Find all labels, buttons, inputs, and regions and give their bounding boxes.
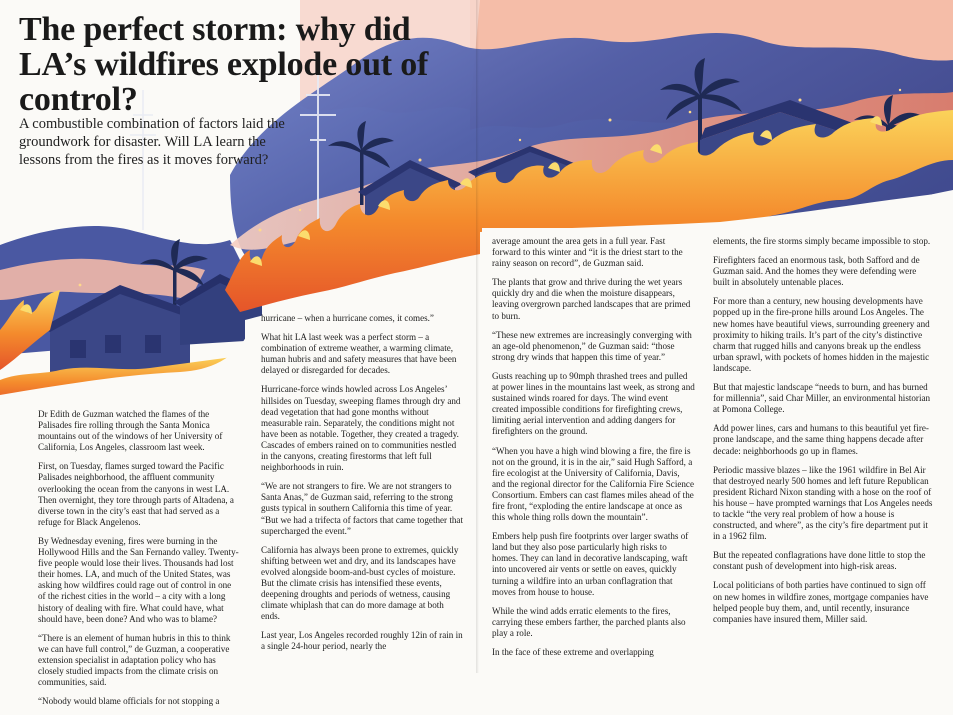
paragraph: Hurricane-force winds howled across Los Angeles’ hillsides on Tuesday, sweeping flames through dry and dead vegetation that had gone months without measurable rain. Separately, the conditions might not have been as notable. Together, they created a tragedy. Cascades of embers rained on to communities nestled in the canyons, creating firestorms that left full neighborhoods in ruin.	[261, 384, 461, 473]
paragraph: Dr Edith de Guzman watched the flames of the Palisades fire rolling through the Santa Monica mountains out of the windows of her University of California, Los Angeles, classroom last week.	[38, 409, 223, 453]
text-column-1	[38, 409, 240, 715]
text-column-4	[713, 236, 934, 633]
article-standfirst: A combustible combination of factors laid the groundwork for disaster. Will LA learn the lessons from the fires as it moves forward?	[19, 116, 285, 168]
paragraph: Last year, Los Angeles recorded roughly 12in of rain in a single 24-hour period, nearly the	[261, 630, 463, 652]
paragraph: For more than a century, new housing developments have popped up in the fire-prone hills around Los Angeles. The new homes have beautiful views, surrounding greenery and proximity to hiking trails. It’s part of the city’s distinctive charm that rugged hills and canyons break up the endless urban sprawl, with pockets of homes hidden in the majestic landscape.	[713, 296, 930, 373]
paragraph: “These new extremes are increasingly converging with an age-old phenomenon,” de Guzman said: “those strong dry winds that happen this time of year.”	[492, 329, 692, 362]
paragraph: What hit LA last week was a perfect storm – a combination of extreme weather, a warming climate, human hubris and and safety measures that have been delayed or disregarded for decades.	[261, 332, 457, 376]
paragraph: Periodic massive blazes – like the 1961 wildfire in Bel Air that destroyed nearly 500 homes and left future Republican president Richard Nixon standing with a hose on the roof of his house – have prompted warnings that Los Angeles needs to tackle “the very real problem of how a house is constructed, and where”, as the city’s fire department put it in a 1962 film.	[713, 464, 933, 542]
paragraph: In the face of these extreme and overlapping	[492, 647, 654, 657]
paragraph: average amount the area gets in a full year. Fast forward to this winter and “it is the driest start to the rainy season on record”, de Guzman said.	[492, 236, 683, 269]
paragraph: “There is an element of human hubris in this to think we can have full control,” de Guzman, a cooperative extension specialist in adaptation policy who has closely studied impacts from the climate crisis on communities, said.	[38, 632, 231, 688]
text-column-2	[261, 313, 464, 661]
paragraph: hurricane – when a hurricane comes, it comes.”	[261, 313, 434, 323]
article-headline: The perfect storm: why did LA’s wildfires explode out of control?	[19, 11, 429, 118]
paragraph: “We are not strangers to fire. We are not strangers to Santa Anas,” de Guzman said, referring to the strong gusts typical in southern California this time of year. “But we had a trifecta of factors that came together that supercharged the event.”	[261, 481, 463, 536]
paragraph: Add power lines, cars and humans to this beautiful yet fire-prone landscape, and the same thing happens decade after decade: neighborhoods go up in flames.	[713, 423, 929, 456]
paragraph: “When you have a high wind blowing a fire, the fire is not on the ground, it is in the air,” said Hugh Safford, a fire ecologist at the University of California, Davis, and the regional director for the California Fire Science Consortium. Embers can cast flames miles ahead of the fire front, “exploding the entire landscape at once as this whole thing rolls down the mountain”.	[492, 445, 695, 523]
paragraph: Firefighters faced an enormous task, both Safford and de Guzman said. And the homes they were defending were built in absolutely untenable places.	[713, 255, 920, 288]
text-column-3	[492, 236, 695, 666]
paragraph: “Nobody would blame officials for not stopping a	[38, 696, 220, 707]
paragraph: First, on Tuesday, flames surged toward the Pacific Palisades neighborhood, the affluent community overlooking the ocean from the canyons in west LA. Then overnight, they tore through parts of Altadena, a diverse town in the city’s east that had served as a refuge for Black Angelenos.	[38, 461, 234, 527]
paragraph: California has always been prone to extremes, quickly shifting between wet and dry, and its landscapes have evolved alongside boom-and-bust cycles of moisture. But the climate crisis has intensified these events, deepening droughts and periods of wetness, causing climate whiplash that can do more damage at both ends.	[261, 544, 459, 622]
paragraph: But the repeated conflagrations have done little to stop the constant push of development into high-risk areas.	[713, 550, 926, 572]
paragraph: Gusts reaching up to 90mph thrashed trees and pulled at power lines in the mountains last week, as strong and sustained winds roared for days. The wind event created impossible conditions for firefighting crews, limiting aerial intervention and adding dangers for firefighters on the ground.	[492, 370, 695, 437]
paragraph: elements, the fire storms simply became impossible to stop.	[713, 236, 931, 246]
paragraph: By Wednesday evening, fires were burning in the Hollywood Hills and the San Fernando valley. Twenty-five people would lose their lives. Thousands had lost their homes. LA, and much of the United States, was asking how wildfires could rage out of control in one of the richest cities in the world – a city with a long history of dealing with fire. What could have, what should have, been done? And who was to blame?	[38, 535, 239, 624]
paragraph: While the wind adds erratic elements to the fires, carrying these embers farther, the parched plants also play a role.	[492, 605, 686, 638]
paragraph: Embers help push fire footprints over larger swaths of land but they also pose particularly high risks to homes. They can land in decorative landscaping, waft into uncovered air vents or settle on eaves, quickly turning a wildfire into an urban conflagration that moves from house to house.	[492, 531, 689, 597]
paragraph: But that majestic landscape “needs to burn, and has burned for millennia”, said Char Miller, an environmental historian at Pomona College.	[713, 382, 931, 415]
paragraph: The plants that grow and thrive during the wet years quickly dry and die when the moisture disappears, leaving overgrown parched landscapes that are primed to burn.	[492, 277, 691, 321]
paragraph: Local politicians of both parties have continued to sign off on new homes in wildfire zones, mortgage companies have helped people buy them, and, until recently, insurance companies have insured them, Miller said.	[713, 580, 929, 624]
